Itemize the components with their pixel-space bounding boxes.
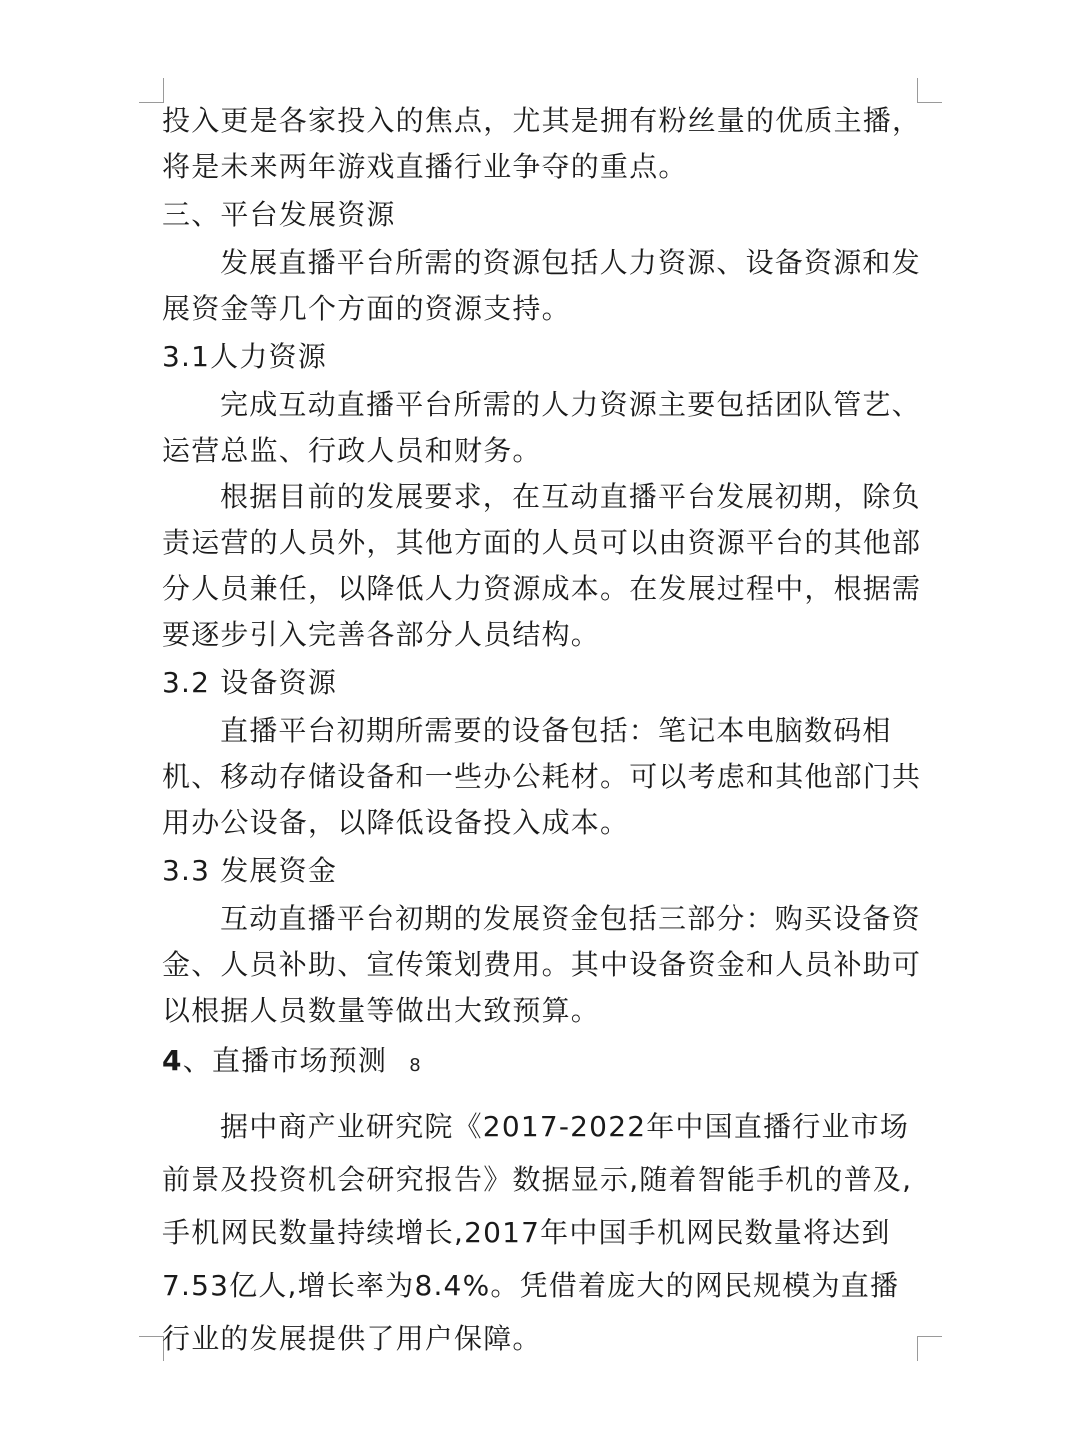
document-body xyxy=(162,98,922,1365)
section-3-2-heading: 3.2 设备资源 xyxy=(162,666,338,699)
crop-mark-top-left xyxy=(139,78,164,103)
section-3-1-paragraph-1: 完成互动直播平台所需的人力资源主要包括团队管艺、运营总监、行政人员和财务。 xyxy=(162,388,921,467)
section-4-heading-number: 4 xyxy=(162,1044,183,1077)
section-3-3-paragraph: 互动直播平台初期的发展资金包括三部分：购买设备资金、人员补助、宣传策划费用。其中设备资金和人员补助可以根据人员数量等做出大致预算。 xyxy=(162,902,922,1027)
section-4-paragraph: 据中商产业研究院《2017-2022年中国直播行业市场前景及投资机会研究报告》数据显示,随着智能手机的普及,手机网民数量持续增长,2017年中国手机网民数量将达到7.53亿人,增长率为8.4%。凭借着庞大的网民规模为直播行业的发展提供了用户保障。 xyxy=(162,1110,913,1355)
section-3-1-paragraph-2: 根据目前的发展要求，在互动直播平台发展初期，除负责运营的人员外，其他方面的人员可以由资源平台的其他部分人员兼任，以降低人力资源成本。在发展过程中，根据需要逐步引入完善各部分人员结构。 xyxy=(162,480,922,651)
section-3-1-heading: 3.1人力资源 xyxy=(162,340,327,373)
section-3-3-heading: 3.3 发展资金 xyxy=(162,854,338,887)
section-3-heading: 三、平台发展资源 xyxy=(162,198,396,231)
section-3-intro: 发展直播平台所需的资源包括人力资源、设备资源和发展资金等几个方面的资源支持。 xyxy=(162,246,921,325)
paragraph-continuation: 投入更是各家投入的焦点，尤其是拥有粉丝量的优质主播，将是未来两年游戏直播行业争夺的重点。 xyxy=(162,104,922,183)
crop-mark-bottom-left xyxy=(139,1336,164,1361)
section-4-heading-text: 、直播市场预测 xyxy=(182,1044,388,1077)
page-number: 8 xyxy=(409,1055,421,1076)
section-3-2-paragraph: 直播平台初期所需要的设备包括：笔记本电脑数码相机、移动存储设备和一些办公耗材。可以考虑和其他部门共用办公设备，以降低设备投入成本。 xyxy=(162,714,922,839)
